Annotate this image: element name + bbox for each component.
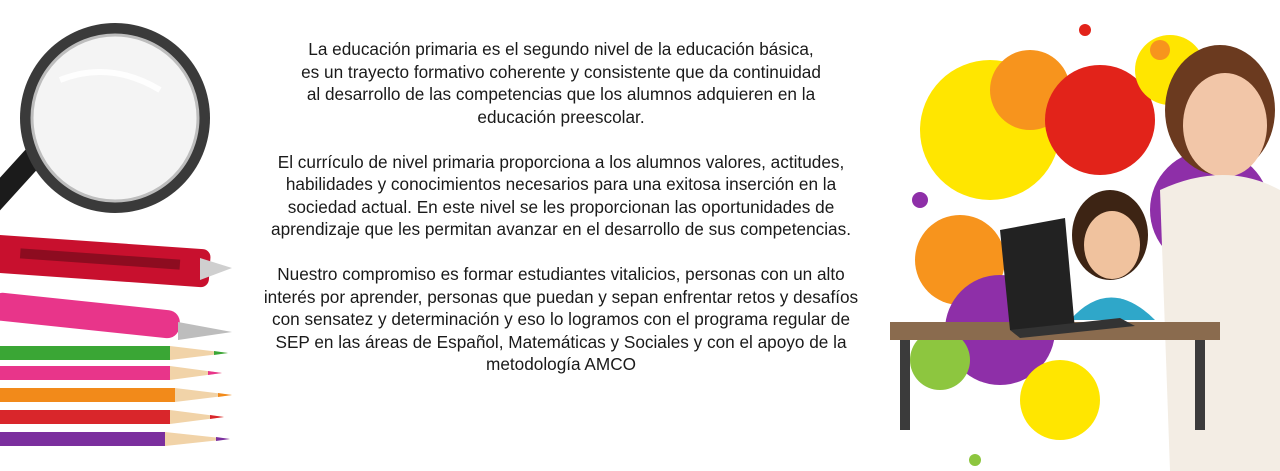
paragraph-curriculum: El currículo de nivel primaria proporciona a los alumnos valores, actitudes, habilidades y conocimientos necesarios para una exitosa inserción en la sociedad actual. En este nivel se les proporcionan las oportunidades de aprendizaje que les permitan avanzar en el desarrollo de sus competencias. [271,151,851,239]
paragraph-commitment: Nuestro compromiso es formar estudiantes vitalicios, personas con un alto interés por aprender, personas que puedan y sepan enfrentar retos y desafíos con sensatez y determinación y eso lo logramos con el programa regular de SEP en las áreas de Español, Matemáticas y Sociales y con el apoyo de la metodología AMCO [263,264,859,374]
box-cutter-icon [0,234,232,288]
colored-pencils-icon [0,346,232,446]
school-supplies-illustration [0,0,250,471]
teacher-student-illustration [880,0,1280,471]
magnifying-glass-icon [0,23,210,213]
student-figure [1070,190,1155,320]
teacher-figure [1160,45,1280,471]
intro-text [236,38,886,376]
pen-icon [0,292,232,340]
paragraph-primary-education: La educación primaria es el segundo nivel de la educación básica, es un trayecto formativo coherente y consistente que da continuidad al desarrollo de las competencias que los alumnos adquieren en la educación preescolar. [301,39,821,127]
